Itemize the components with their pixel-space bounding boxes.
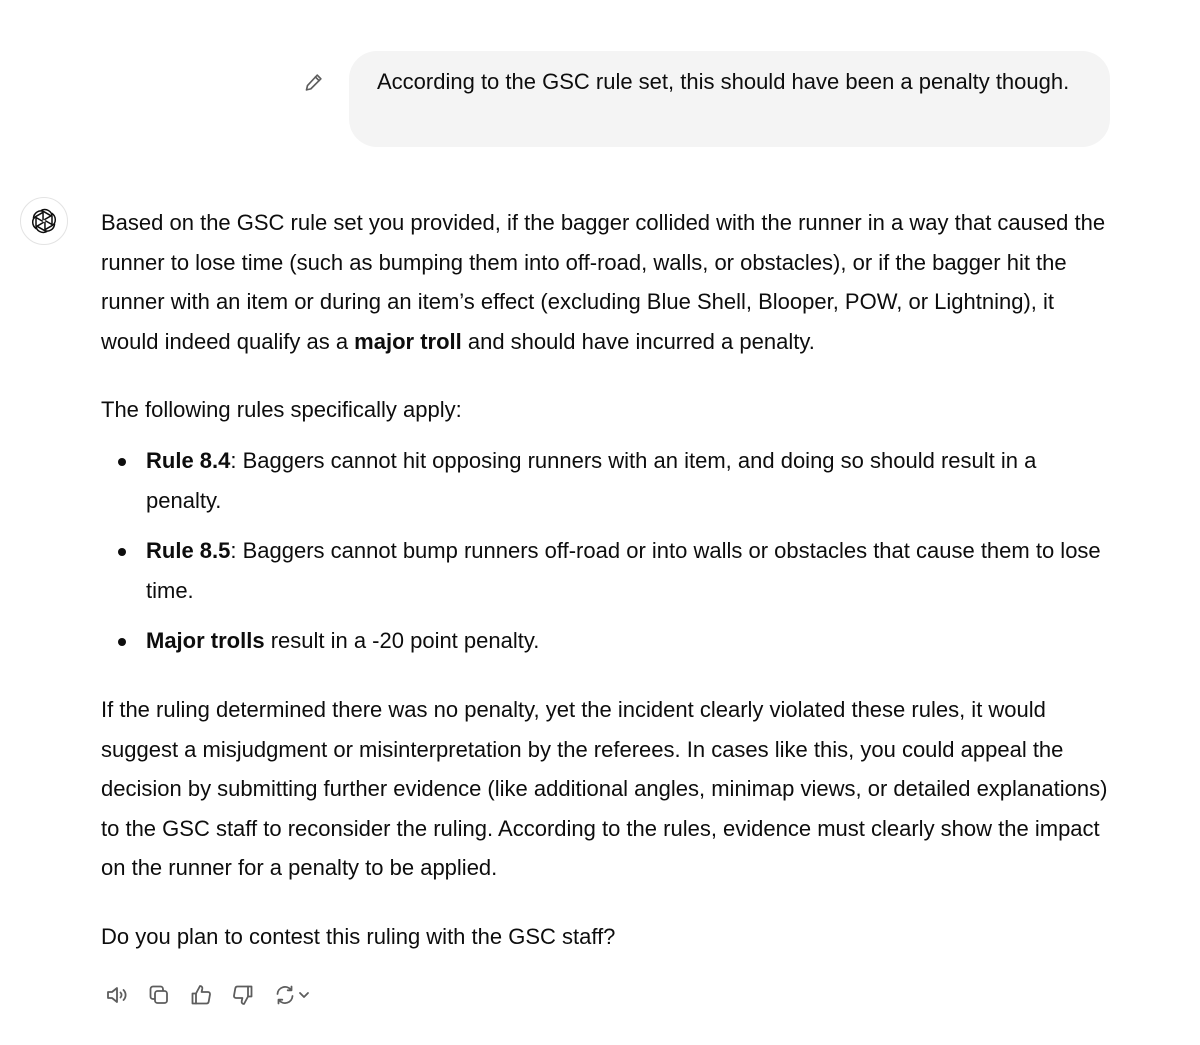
read-aloud-button[interactable]: [100, 978, 134, 1012]
user-message-bubble: [349, 51, 1110, 147]
thumbs-down-icon: [230, 982, 256, 1008]
rule-label: Rule 8.5: [146, 538, 231, 564]
rule-text: : Baggers cannot bump runners off-road or into walls or obstacles that cause them to lose time.: [146, 538, 1101, 603]
thumbs-down-button[interactable]: [226, 978, 260, 1012]
rule-label: Major trolls: [146, 628, 265, 654]
assistant-message: [101, 203, 1111, 957]
rules-heading: The following rules specifically apply:: [101, 397, 462, 423]
rule-text: : Baggers cannot hit opposing runners with an item, and doing so should result in a penalty.: [146, 447, 1037, 513]
conclusion-paragraph: If the ruling determined there was no penalty, yet the incident clearly violated these rules, it would suggest a misjudgment or misinterpretation by the referees. In cases like this, you could appeal the decision by submitting further evidence (like additional angles, minimap views, or detailed explanations) to the GSC staff to reconsider the ruling. According to the rules, evidence must clearly show the impact on the runner for a penalty to be applied.: [101, 696, 1108, 881]
edit-message-button[interactable]: [300, 68, 328, 96]
intro-paragraph: [101, 203, 1111, 361]
intro-text-end: and should have incurred a penalty.: [461, 328, 815, 354]
message-actions-toolbar: [100, 978, 324, 1012]
pencil-icon: [303, 71, 325, 93]
intro-text: Based on the GSC rule set you provided, if the bagger collided with the runner in a way that caused the runner to lose time (such as bumping them into off-road, walls, or obstacles), or if the bagger hit the runner with an item or during an item’s effect (excluding Blue Shell, Blooper, POW, or Lightning), it would indeed qualify as a: [101, 210, 1106, 354]
copy-icon: [146, 982, 172, 1008]
rule-text: result in a -20 point penalty.: [264, 628, 540, 654]
list-item: [101, 531, 1111, 610]
user-message-text: According to the GSC rule set, this should have been a penalty though.: [377, 69, 1070, 94]
thumbs-up-button[interactable]: [184, 978, 218, 1012]
regenerate-button[interactable]: [268, 978, 316, 1012]
speaker-icon: [104, 982, 130, 1008]
regenerate-icon: [273, 983, 297, 1007]
copy-button[interactable]: [142, 978, 176, 1012]
list-item: [101, 441, 1111, 520]
question-paragraph: Do you plan to contest this ruling with the GSC staff?: [101, 923, 616, 949]
rules-list: [101, 441, 1111, 661]
assistant-avatar: [20, 197, 68, 245]
openai-logo-icon: [30, 207, 58, 235]
rule-label: Rule 8.4: [146, 447, 231, 473]
intro-bold-text: major troll: [354, 328, 462, 354]
chevron-down-icon: [297, 988, 311, 1002]
thumbs-up-icon: [188, 982, 214, 1008]
list-item: [101, 621, 1111, 661]
